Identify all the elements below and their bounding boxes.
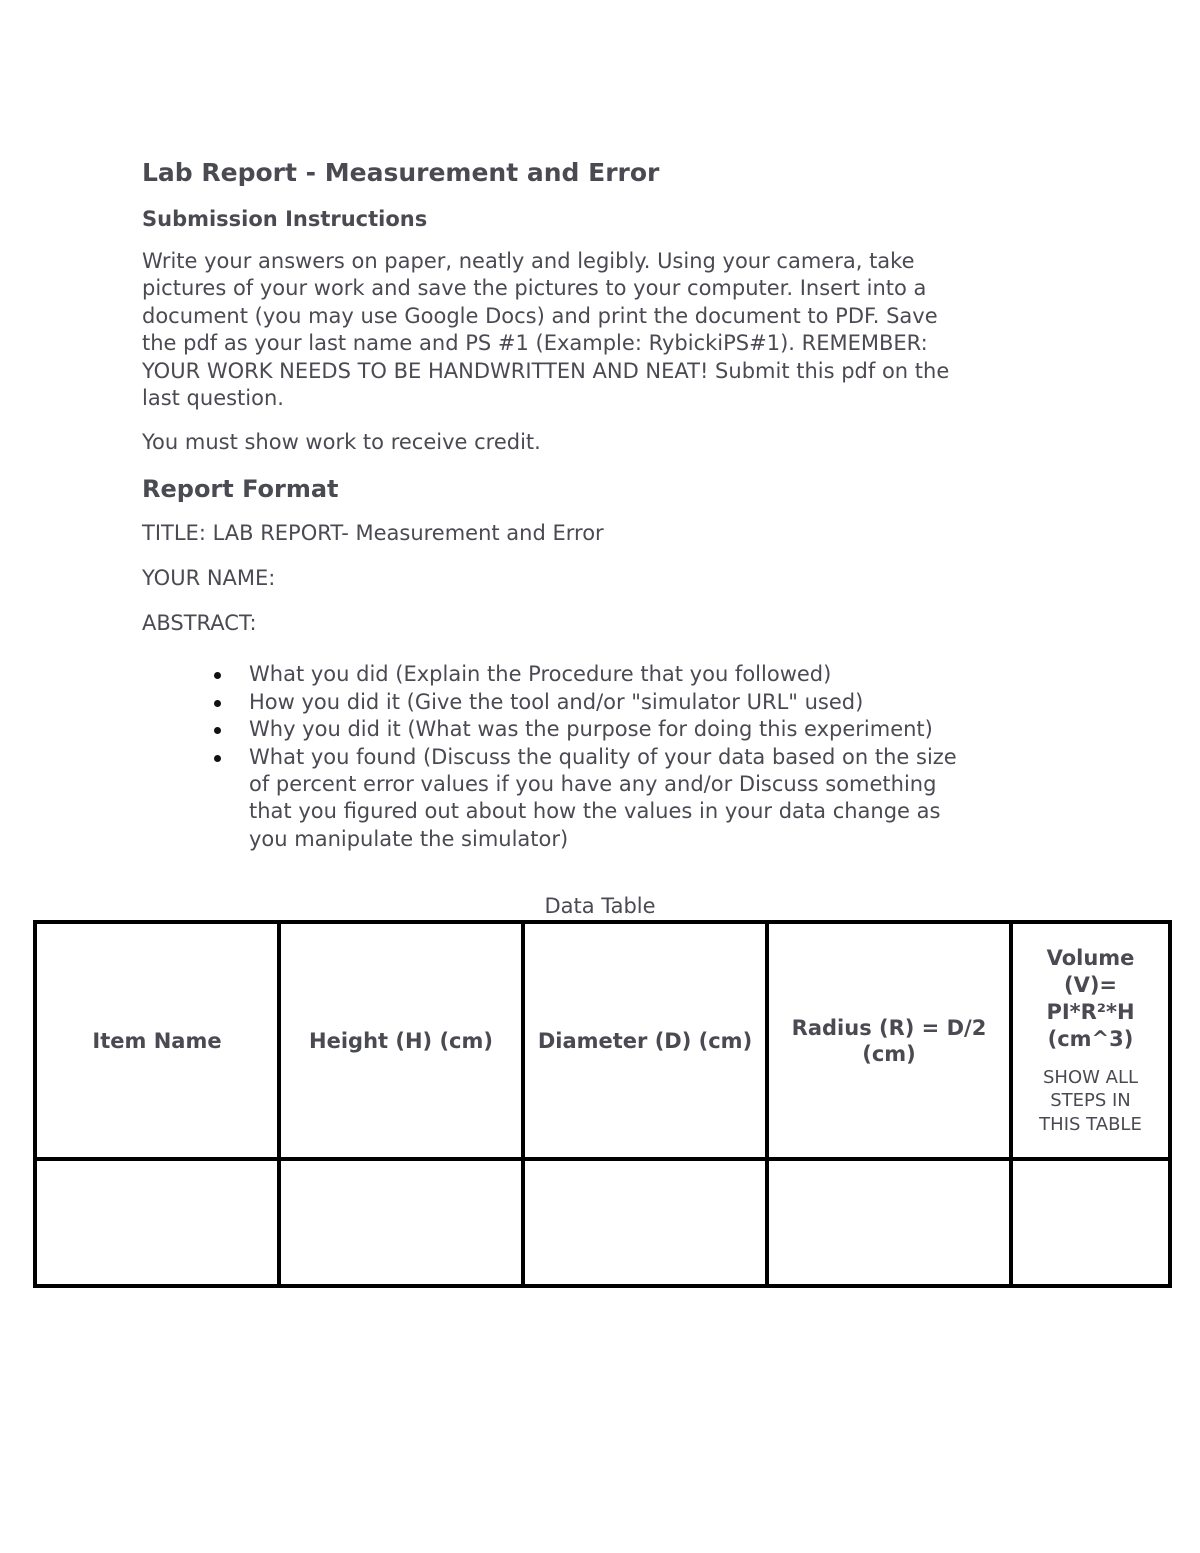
- submission-instructions-text: [142, 248, 1062, 412]
- volume-header-line: (cm^3): [1047, 1026, 1134, 1051]
- data-table-caption: Data Table: [544, 894, 656, 918]
- table-row: [35, 1159, 1170, 1286]
- volume-header-line: Volume: [1046, 945, 1135, 970]
- list-item: [142, 744, 1062, 854]
- credit-note: You must show work to receive credit.: [142, 430, 541, 455]
- bullet-icon: [214, 672, 221, 679]
- header-radius: Radius (R) = D/2 (cm): [767, 922, 1011, 1159]
- title-line: TITLE: LAB REPORT- Measurement and Error: [142, 521, 604, 546]
- abstract-bullet-list: [142, 661, 1062, 853]
- instructions-line: document (you may use Google Docs) and print the document to PDF. Save: [142, 303, 938, 328]
- volume-header-line: (V)=: [1063, 972, 1118, 997]
- bullet-icon: [214, 700, 221, 707]
- table-cell-height[interactable]: [279, 1159, 523, 1286]
- submission-instructions-heading: Submission Instructions: [142, 207, 428, 231]
- header-item-name: Item Name: [35, 922, 279, 1159]
- list-item: [142, 716, 1062, 743]
- bullet-line: What you did (Explain the Procedure that you followed): [249, 662, 832, 687]
- table-cell-diameter[interactable]: [523, 1159, 767, 1286]
- list-item: [142, 661, 1062, 688]
- report-format-heading: Report Format: [142, 475, 339, 504]
- volume-note: SHOW ALL STEPS IN THIS TABLE: [1039, 1066, 1142, 1135]
- bullet-line: What you found (Discuss the quality of your data based on the size: [249, 744, 957, 769]
- name-line: YOUR NAME:: [142, 566, 276, 591]
- instructions-line: Write your answers on paper, neatly and legibly. Using your camera, take: [142, 249, 915, 273]
- header-volume: [1011, 922, 1170, 1159]
- table-cell-item-name[interactable]: [35, 1159, 279, 1286]
- bullet-line: How you did it (Give the tool and/or "simulator URL" used): [249, 689, 864, 714]
- instructions-line: YOUR WORK NEEDS TO BE HANDWRITTEN AND NEAT! Submit this pdf on the: [142, 358, 950, 383]
- list-item: [142, 689, 1062, 716]
- table-cell-volume[interactable]: [1011, 1159, 1170, 1286]
- bullet-icon: [214, 755, 221, 762]
- table-cell-radius[interactable]: [767, 1159, 1011, 1286]
- abstract-line: ABSTRACT:: [142, 611, 257, 636]
- header-height: Height (H) (cm): [279, 922, 523, 1159]
- bullet-line: Why you did it (What was the purpose for doing this experiment): [249, 717, 933, 742]
- volume-header-line: PI*R²*H: [1046, 999, 1135, 1024]
- table-header-row: [35, 922, 1170, 1159]
- bullet-line: that you figured out about how the values in your data change as: [249, 799, 941, 824]
- bullet-icon: [214, 727, 221, 734]
- document-title: Lab Report - Measurement and Error: [142, 158, 660, 187]
- bullet-line: you manipulate the simulator): [249, 826, 569, 851]
- instructions-line: pictures of your work and save the pictures to your computer. Insert into a: [142, 276, 927, 301]
- instructions-line: the pdf as your last name and PS #1 (Example: RybickiPS#1). REMEMBER:: [142, 331, 928, 356]
- header-diameter: Diameter (D) (cm): [523, 922, 767, 1159]
- instructions-line: last question.: [142, 386, 284, 411]
- document-content: [142, 156, 1062, 853]
- bullet-line: of percent error values if you have any and/or Discuss something: [249, 772, 937, 797]
- data-table: [33, 920, 1172, 1288]
